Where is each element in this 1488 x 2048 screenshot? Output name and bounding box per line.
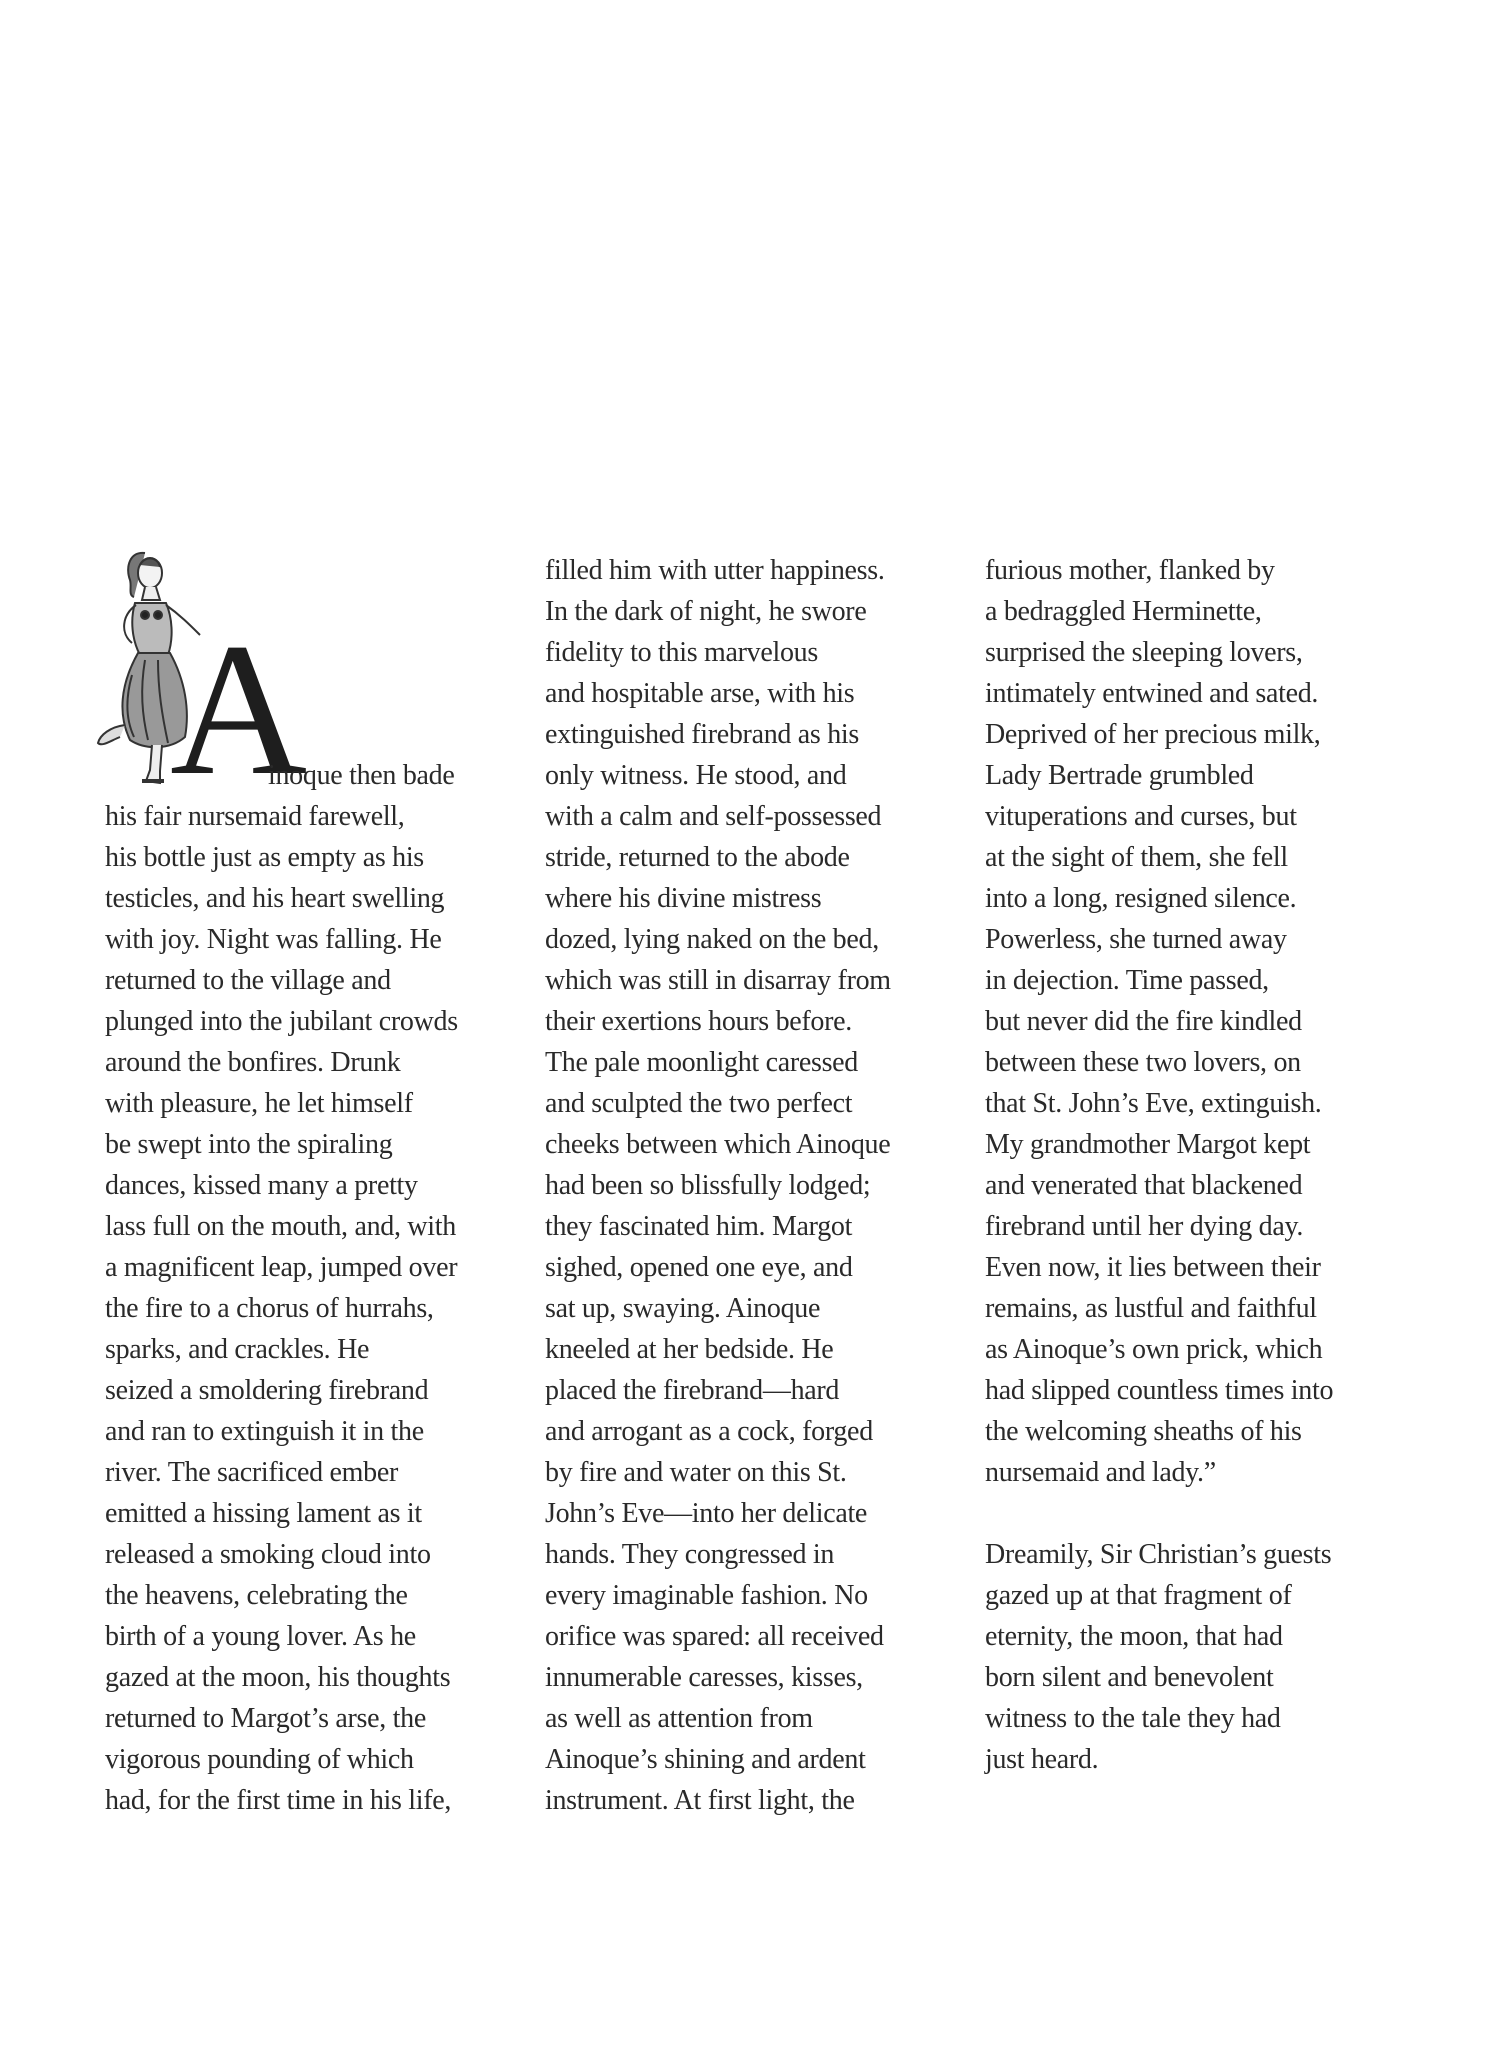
text-line: stride, returned to the abode	[545, 842, 850, 873]
text-line: sat up, swaying. Ainoque	[545, 1293, 821, 1324]
text-line: with joy. Night was falling. He	[105, 924, 442, 955]
text-line: the fire to a chorus of hurrahs,	[105, 1293, 434, 1324]
text-line: but never did the fire kindled	[985, 1006, 1302, 1037]
dropcap-letter: A	[170, 605, 308, 815]
text-line: his bottle just as empty as his	[105, 842, 424, 873]
text-line: Powerless, she turned away	[985, 924, 1287, 955]
text-line: The pale moonlight caressed	[545, 1047, 859, 1078]
text-line: the heavens, celebrating the	[105, 1580, 408, 1611]
text-line: a bedraggled Herminette,	[985, 596, 1262, 627]
text-line: firebrand until her dying day.	[985, 1211, 1304, 1242]
text-line: which was still in disarray from	[545, 965, 891, 996]
text-line: Ainoque’s shining and ardent	[545, 1744, 866, 1775]
text-line: Dreamily, Sir Christian’s guests	[985, 1539, 1332, 1570]
text-line: vituperations and curses, but	[985, 801, 1297, 832]
text-line: gazed up at that fragment of	[985, 1580, 1292, 1611]
text-line: and venerated that blackened	[985, 1170, 1303, 1201]
text-line: furious mother, flanked by	[985, 555, 1275, 586]
text-line: sighed, opened one eye, and	[545, 1252, 853, 1283]
text-line: emitted a hissing lament as it	[105, 1498, 422, 1529]
text-line: orifice was spared: all received	[545, 1621, 884, 1652]
text-line: eternity, the moon, that had	[985, 1621, 1283, 1652]
text-line: in dejection. Time passed,	[985, 965, 1269, 996]
text-line: witness to the tale they had	[985, 1703, 1281, 1734]
text-line: kneeled at her bedside. He	[545, 1334, 834, 1365]
text-line: be swept into the spiraling	[105, 1129, 393, 1160]
text-line: and arrogant as a cock, forged	[545, 1416, 873, 1447]
text-line: John’s Eve—into her delicate	[545, 1498, 868, 1529]
text-line: My grandmother Margot kept	[985, 1129, 1311, 1160]
text-line: vigorous pounding of which	[105, 1744, 414, 1775]
text-line: fidelity to this marvelous	[545, 637, 818, 668]
text-line: hands. They congressed in	[545, 1539, 835, 1570]
text-line: remains, as lustful and faithful	[985, 1293, 1317, 1324]
text-line: dances, kissed many a pretty	[105, 1170, 418, 1201]
text-line: gazed at the moon, his thoughts	[105, 1662, 451, 1693]
text-line: their exertions hours before.	[545, 1006, 852, 1037]
text-line: with pleasure, he let himself	[105, 1088, 413, 1119]
text-line: instrument. At first light, the	[545, 1785, 855, 1816]
text-line: Lady Bertrade grumbled	[985, 760, 1254, 791]
text-line: every imaginable fashion. No	[545, 1580, 868, 1611]
text-line: seized a smoldering firebrand	[105, 1375, 429, 1406]
text-line: filled him with utter happiness.	[545, 555, 885, 586]
first-line-text: inoque then bade	[268, 760, 455, 791]
text-line: had slipped countless times into	[985, 1375, 1334, 1406]
text-line: river. The sacrificed ember	[105, 1457, 399, 1488]
text-line: innumerable caresses, kisses,	[545, 1662, 863, 1693]
text-line: as Ainoque’s own prick, which	[985, 1334, 1323, 1365]
text-line: the welcoming sheaths of his	[985, 1416, 1302, 1447]
text-line: and ran to extinguish it in the	[105, 1416, 424, 1447]
text-line: Deprived of her precious milk,	[985, 719, 1321, 750]
text-line: lass full on the mouth, and, with	[105, 1211, 456, 1242]
text-line: a magnificent leap, jumped over	[105, 1252, 458, 1283]
text-line: returned to Margot’s arse, the	[105, 1703, 426, 1734]
text-line: at the sight of them, she fell	[985, 842, 1288, 873]
text-line: testicles, and his heart swelling	[105, 883, 445, 914]
text-line: and sculpted the two perfect	[545, 1088, 853, 1119]
text-line: by fire and water on this St.	[545, 1457, 847, 1488]
text-line: had, for the first time in his life,	[105, 1785, 452, 1816]
text-line: placed the firebrand—hard	[545, 1375, 840, 1406]
text-line: In the dark of night, he swore	[545, 596, 867, 627]
text-line: released a smoking cloud into	[105, 1539, 431, 1570]
text-line: into a long, resigned silence.	[985, 883, 1297, 914]
text-line: sparks, and crackles. He	[105, 1334, 370, 1365]
text-line: as well as attention from	[545, 1703, 813, 1734]
text-line: with a calm and self-possessed	[545, 801, 882, 832]
text-line: had been so blissfully lodged;	[545, 1170, 871, 1201]
text-line: his fair nursemaid farewell,	[105, 801, 405, 832]
text-line: and hospitable arse, with his	[545, 678, 855, 709]
text-column-3	[985, 550, 1385, 1780]
text-line: around the bonfires. Drunk	[105, 1047, 401, 1078]
text-line: that St. John’s Eve, extinguish.	[985, 1088, 1322, 1119]
text-line: plunged into the jubilant crowds	[105, 1006, 458, 1037]
text-line: birth of a young lover. As he	[105, 1621, 416, 1652]
text-line: surprised the sleeping lovers,	[985, 637, 1303, 668]
text-line: nursemaid and lady.”	[985, 1457, 1216, 1488]
text-line: between these two lovers, on	[985, 1047, 1301, 1078]
text-line: Even now, it lies between their	[985, 1252, 1321, 1283]
text-line: born silent and benevolent	[985, 1662, 1274, 1693]
text-line: cheeks between which Ainoque	[545, 1129, 891, 1160]
paragraph-gap	[985, 1493, 1385, 1534]
text-line: dozed, lying naked on the bed,	[545, 924, 879, 955]
text-column-2	[545, 550, 945, 1821]
text-line: they fascinated him. Margot	[545, 1211, 853, 1242]
text-line: extinguished firebrand as his	[545, 719, 859, 750]
text-line: intimately entwined and sated.	[985, 678, 1319, 709]
dropcap	[90, 545, 308, 815]
text-line: just heard.	[985, 1744, 1099, 1775]
text-line: returned to the village and	[105, 965, 391, 996]
text-column-1	[105, 796, 505, 1821]
text-line: only witness. He stood, and	[545, 760, 847, 791]
text-line: where his divine mistress	[545, 883, 822, 914]
